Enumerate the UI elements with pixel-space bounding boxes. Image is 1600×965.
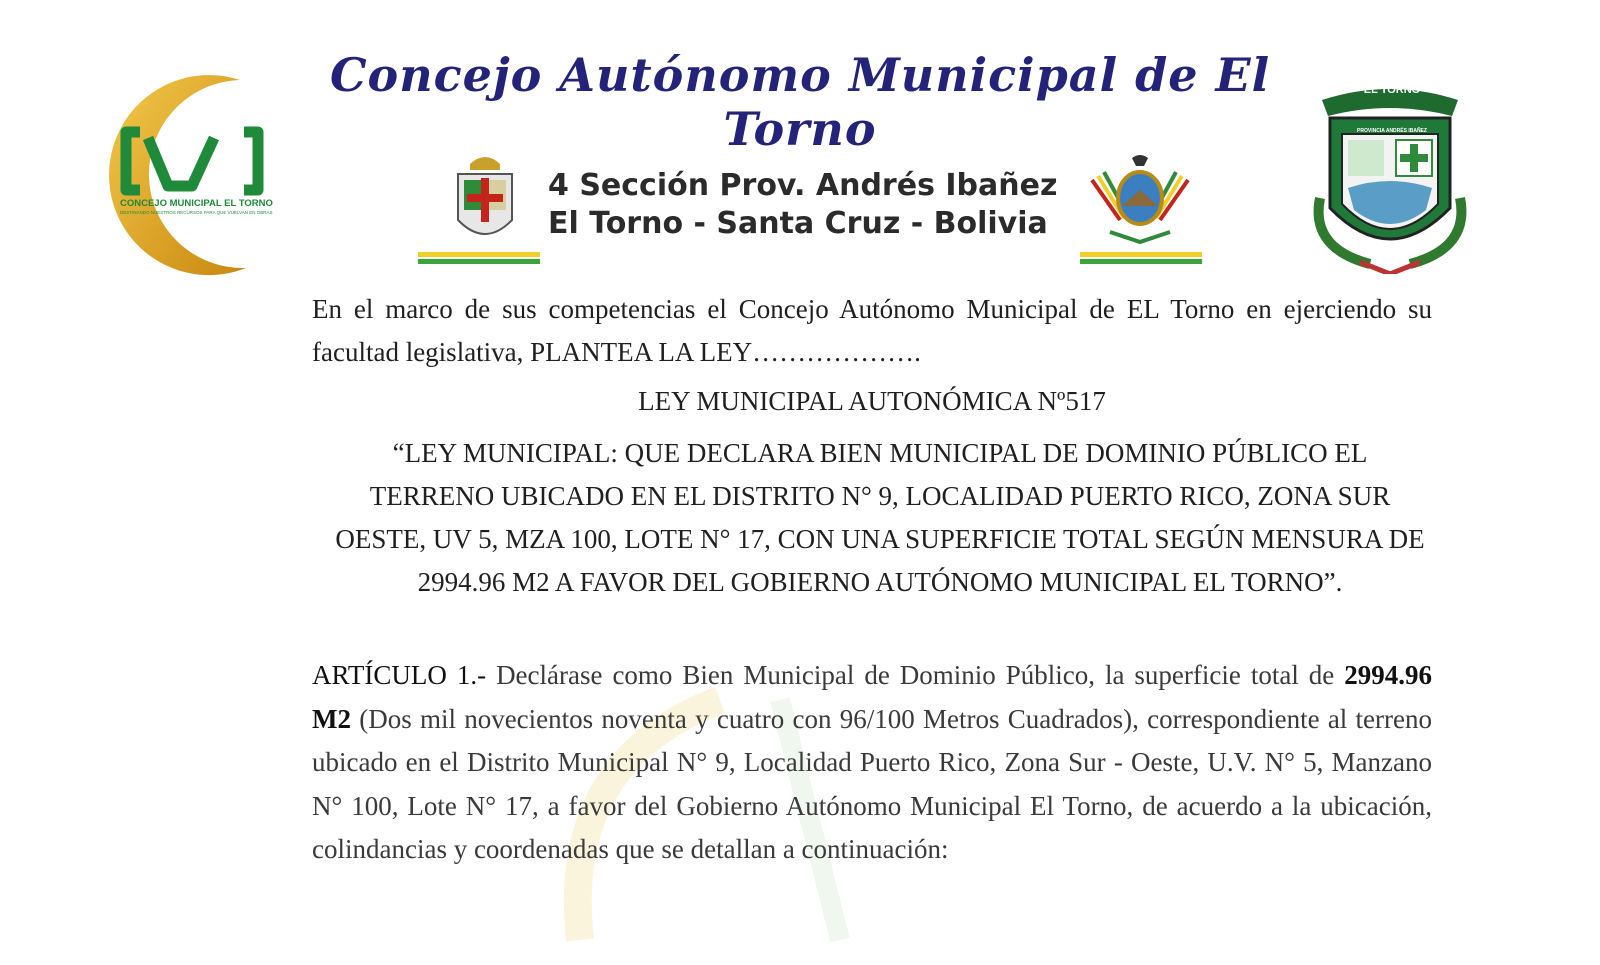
article-text-part2: (Dos mil novecientos noventa y cuatro con 96/100 Metros Cuadrados), correspondiente al terreno ubicado en el Distrito Municipal N° 9, Localidad Puerto Rico, Zona Sur - Oeste, U.V. N° 5, Manzano N° 100, Lote N° 17, a favor del Gobierno Autónomo Municipal El Torno, de acuerdo a la ubicación, colindancias y coordenadas que se detallan a continuación: — [312, 703, 1432, 864]
santa-cruz-shield-icon — [450, 150, 520, 250]
council-logo-label: CONCEJO MUNICIPAL EL TORNO — [120, 198, 273, 209]
flag-stripe-left — [418, 252, 540, 264]
council-logo-tagline: DESTINANDO NUESTROS RECURSOS PARA QUE VUELVAN EN OBRAS — [120, 210, 273, 215]
council-logo-icon — [68, 62, 278, 282]
law-title: “LEY MUNICIPAL: QUE DECLARA BIEN MUNICIPAL DE DOMINIO PÚBLICO EL TERRENO UBICADO EN EL DISTRITO N° 9, LOCALIDAD PUERTO RICO, ZONA SUR OESTE, UV 5, MZA 100, LOTE N° 17, CON UNA SUPERFICIE TOTAL SEGÚN MENSURA DE 2994.96 M2 A FAVOR DEL GOBIERNO AUTÓNOMO MUNICIPAL EL TORNO”. — [335, 438, 1425, 597]
flag-stripe-right — [1080, 252, 1202, 264]
article-text-part1: Declárase como Bien Municipal de Dominio Público, la superficie total de — [486, 660, 1345, 690]
el-torno-seal-sublabel: PROVINCIA ANDRÉS IBAÑEZ — [1357, 128, 1427, 134]
santa-cruz-shield — [450, 150, 520, 250]
bolivia-coat-of-arms — [1080, 150, 1200, 250]
header-subtitle-location: El Torno - Santa Cruz - Bolivia — [548, 206, 1048, 241]
article-amount: 2994.96 M2 — [312, 660, 1433, 734]
el-torno-seal-label: EL TORNO — [1363, 84, 1421, 96]
council-logo — [68, 62, 278, 282]
header-subtitle-section: 4 Sección Prov. Andrés Ibañez — [548, 168, 1058, 203]
bolivia-coat-of-arms-icon — [1080, 150, 1200, 250]
el-torno-seal-icon — [1300, 78, 1480, 274]
article-label: ARTÍCULO 1.- — [312, 660, 487, 690]
el-torno-seal — [1300, 78, 1480, 274]
intro-paragraph: En el marco de sus competencias el Concejo Autónomo Municipal de EL Torno en ejerciendo su facultad legislativa, PLANTEA LA LEY………………. — [312, 294, 1432, 367]
law-number: LEY MUNICIPAL AUTONÓMICA Nº517 — [638, 386, 1106, 416]
header-title: Concejo Autónomo Municipal de El Torno — [329, 48, 1271, 156]
article-1-paragraph — [312, 654, 1432, 872]
